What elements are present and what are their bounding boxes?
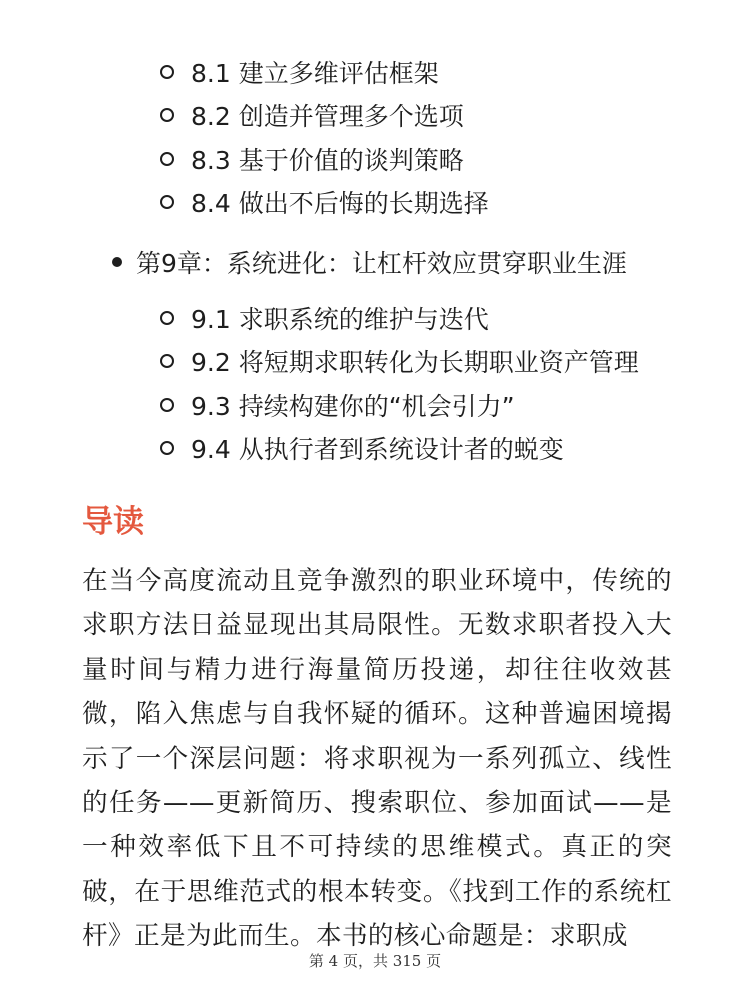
toc-item-label: 9.2 将短期求职转化为长期职业资产管理 [191, 348, 639, 377]
toc-item-9-3[interactable] [160, 383, 515, 427]
solid-bullet-icon [112, 257, 122, 267]
toc-item-label: 9.3 持续构建你的“机会引力” [191, 392, 515, 421]
hollow-bullet-icon [160, 108, 174, 122]
hollow-bullet-icon [160, 354, 174, 368]
toc-item-8-2[interactable] [160, 93, 464, 137]
toc-item-label: 8.3 基于价值的谈判策略 [191, 146, 464, 175]
toc-chapter-9[interactable] [112, 240, 627, 284]
hollow-bullet-icon [160, 152, 174, 166]
hollow-bullet-icon [160, 311, 174, 325]
page-number-footer: 第 4 页，共 315 页 [308, 952, 442, 970]
hollow-bullet-icon [160, 65, 174, 79]
toc-item-8-1[interactable] [160, 50, 439, 94]
hollow-bullet-icon [160, 195, 174, 209]
intro-paragraph: 在当今高度流动且竞争激烈的职业环境中，传统的求职方法日益显现出其局限性。无数求职者投入大量时间与精力进行海量简历投递，却往往收效甚微，陷入焦虑与自我怀疑的循环。这种普遍困境揭示了一个深层问题：将求职视为一系列孤立、线性的任务——更新简历、搜索职位、参加面试——是一种效率低下且不可持续的思维模式。真正的突破，在于思维范式的根本转变。《找到工作的系统杠杆》正是为此而生。本书的核心命题是：求职成 [82, 566, 672, 952]
hollow-bullet-icon [160, 398, 174, 412]
toc-item-9-2[interactable] [160, 339, 639, 383]
toc-item-8-3[interactable] [160, 137, 464, 181]
toc-item-9-4[interactable] [160, 426, 564, 470]
toc-item-label: 8.1 建立多维评估框架 [191, 59, 439, 88]
toc-chapter-label: 第9章：系统进化：让杠杆效应贯穿职业生涯 [136, 249, 627, 278]
toc-item-label: 9.1 求职系统的维护与迭代 [191, 305, 489, 334]
toc-item-9-1[interactable] [160, 296, 489, 340]
toc-item-label: 8.4 做出不后悔的长期选择 [191, 189, 489, 218]
hollow-bullet-icon [160, 441, 174, 455]
section-heading-intro: 导读 [82, 504, 144, 540]
toc-item-label: 9.4 从执行者到系统设计者的蜕变 [191, 435, 564, 464]
toc-item-8-4[interactable] [160, 180, 489, 224]
toc-item-label: 8.2 创造并管理多个选项 [191, 102, 464, 131]
